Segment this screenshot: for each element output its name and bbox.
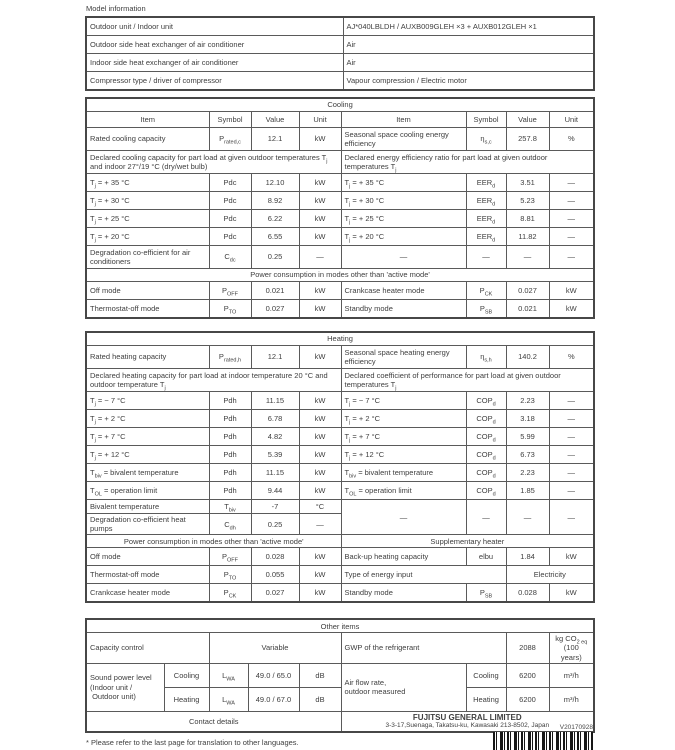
item-cell: Back-up heating capacity <box>341 548 466 566</box>
value-cell: 5.39 <box>251 446 299 464</box>
power-consumption-header: Power consumption in modes other than 'active mode' <box>86 269 594 282</box>
value-cell: Air <box>343 54 594 72</box>
symbol-cell: $P_{OFF}$ <box>209 282 251 300</box>
unit-cell: kW <box>549 282 594 300</box>
page-content <box>85 4 593 733</box>
symbol-cell: $\eta_{s,h}$ <box>466 346 506 369</box>
item-cell: $T_j$ = + 2 °C <box>86 410 209 428</box>
item-cell: Sound power level (Indoor unit / Outdoor unit) <box>86 663 164 711</box>
value-cell: 12.10 <box>251 174 299 192</box>
section-title: Cooling <box>86 98 594 112</box>
item-cell: Thermostat-off mode <box>86 566 209 584</box>
table-row <box>86 584 594 603</box>
item-cell: Rated cooling capacity <box>86 128 209 151</box>
value-cell: 2.23 <box>506 464 549 482</box>
unit-cell: — <box>549 428 594 446</box>
value-cell: Vapour compression / Electric motor <box>343 72 594 91</box>
value-cell: 1.84 <box>506 548 549 566</box>
unit-cell: dB <box>299 663 341 687</box>
unit-cell: kW <box>299 584 341 603</box>
table-row <box>86 300 594 319</box>
other-items-table <box>85 618 595 733</box>
table-row <box>86 174 594 192</box>
unit-cell: m³/h <box>549 663 594 687</box>
mode-cell: Cooling <box>164 663 209 687</box>
unit-cell: kW <box>299 192 341 210</box>
unit-cell: — <box>549 210 594 228</box>
item-cell: $T_j$ = + 35 °C <box>86 174 209 192</box>
item-cell: Crankcase heater mode <box>86 584 209 603</box>
part-load-header-left: Declared heating capacity for part load at indoor temperature 20 °C and outdoor temperature $T_j$ <box>86 369 341 392</box>
symbol-cell: — <box>466 246 506 269</box>
item-cell: $T_j$ = + 2 °C <box>341 410 466 428</box>
item-cell: Capacity control <box>86 633 209 663</box>
value-cell: 6.55 <box>251 228 299 246</box>
value-cell: 11.15 <box>251 464 299 482</box>
section-title: Other items <box>86 619 594 633</box>
symbol-cell: $COP_d$ <box>466 446 506 464</box>
unit-cell: — <box>549 464 594 482</box>
unit-cell: — <box>549 500 594 535</box>
symbol-cell: $C_{dh}$ <box>209 514 251 535</box>
column-header-value: Value <box>506 112 549 128</box>
value-cell: AJ*040LBLDH / AUXB009GLEH ×3 + AUXB012GLEH ×1 <box>343 17 594 36</box>
value-cell: 0.027 <box>251 584 299 603</box>
row-label-cell: Compressor type / driver of compressor <box>86 72 343 91</box>
value-cell: 5.23 <box>506 192 549 210</box>
table-row <box>86 566 594 584</box>
table-row <box>86 428 594 446</box>
value-cell: 12.1 <box>251 128 299 151</box>
item-cell: $T_j$ = + 20 °C <box>86 228 209 246</box>
symbol-cell: $EER_d$ <box>466 192 506 210</box>
row-label-cell: Outdoor side heat exchanger of air conditioner <box>86 36 343 54</box>
table-row <box>86 392 594 410</box>
value-cell: 11.82 <box>506 228 549 246</box>
symbol-cell: Pdc <box>209 210 251 228</box>
table-row <box>86 410 594 428</box>
unit-cell: kW <box>299 174 341 192</box>
value-cell: 49.0 / 65.0 <box>248 663 299 687</box>
table-row <box>86 711 594 732</box>
company-name: FUJITSU GENERAL LIMITED <box>412 712 522 722</box>
value-cell: 0.055 <box>251 566 299 584</box>
unit-cell: kW <box>299 548 341 566</box>
value-cell: 6200 <box>506 663 549 687</box>
unit-cell: kW <box>299 464 341 482</box>
table-row <box>86 464 594 482</box>
item-cell: $T_j$ = + 25 °C <box>86 210 209 228</box>
unit-cell: kW <box>549 300 594 319</box>
symbol-cell: $P_{SB}$ <box>466 584 506 603</box>
unit-cell: % <box>549 128 594 151</box>
model-information-label: Model information <box>86 4 146 13</box>
item-cell: $T_j$ = − 7 °C <box>86 392 209 410</box>
table-row <box>86 548 594 566</box>
item-cell: $T_j$ = + 12 °C <box>86 446 209 464</box>
symbol-cell: Pdh <box>209 482 251 500</box>
symbol-cell: $L_{WA}$ <box>209 687 248 711</box>
model-information-table <box>85 16 595 91</box>
item-cell: Degradation co-efficient heat pumps <box>86 514 209 535</box>
column-header-item: Item <box>86 112 209 128</box>
unit-cell: kW <box>299 228 341 246</box>
symbol-cell: $EER_d$ <box>466 210 506 228</box>
unit-cell: — <box>549 192 594 210</box>
company-address: 3-3-17,Suenaga, Takatsu-ku, Kawasaki 213-8502, Japan <box>385 722 550 730</box>
symbol-cell: Pdh <box>209 410 251 428</box>
unit-cell: — <box>549 228 594 246</box>
table-row <box>86 98 594 112</box>
value-cell: 3.51 <box>506 174 549 192</box>
supplementary-heater-header: Supplementary heater <box>341 535 594 548</box>
unit-cell: kW <box>299 566 341 584</box>
table-row <box>86 282 594 300</box>
contact-details-label: Contact details <box>86 711 341 732</box>
power-consumption-header: Power consumption in modes other than 'active mode' <box>86 535 341 548</box>
unit-cell: — <box>299 514 341 535</box>
value-cell: 0.027 <box>251 300 299 319</box>
table-row <box>86 500 594 514</box>
value-cell: 0.021 <box>506 300 549 319</box>
item-cell: $T_j$ = − 7 °C <box>341 392 466 410</box>
value-cell: 1.85 <box>506 482 549 500</box>
heating-table <box>85 331 595 603</box>
unit-cell: m³/h <box>549 687 594 711</box>
value-cell: 6200 <box>506 687 549 711</box>
part-load-header-right: Declared energy efficiency ratio for part load at given outdoor temperatures $T_j$ <box>341 151 594 174</box>
value-cell: 3.18 <box>506 410 549 428</box>
column-header-symbol: Symbol <box>466 112 506 128</box>
symbol-cell: Pdc <box>209 174 251 192</box>
item-cell: Type of energy input <box>341 566 506 584</box>
mode-cell: Heating <box>466 687 506 711</box>
table-row <box>86 332 594 346</box>
table-row <box>86 346 594 369</box>
unit-cell: kW <box>299 392 341 410</box>
unit-cell: °C <box>299 500 341 514</box>
item-cell: — <box>341 500 466 535</box>
value-cell: -7 <box>251 500 299 514</box>
symbol-cell: $\eta_{s,c}$ <box>466 128 506 151</box>
value-cell: 0.028 <box>506 584 549 603</box>
mode-cell: Cooling <box>466 663 506 687</box>
item-cell: Degradation co-efficient for air conditioners <box>86 246 209 269</box>
value-cell: — <box>506 500 549 535</box>
item-cell: Crankcase heater mode <box>341 282 466 300</box>
table-row <box>86 192 594 210</box>
unit-cell: kW <box>299 210 341 228</box>
item-cell: $T_j$ = + 20 °C <box>341 228 466 246</box>
column-header-symbol: Symbol <box>209 112 251 128</box>
item-cell: Off mode <box>86 548 209 566</box>
part-load-header-right: Declared coefficient of performance for part load at given outdoor temperatures $T_j$ <box>341 369 594 392</box>
value-cell: 5.99 <box>506 428 549 446</box>
item-cell: Seasonal space heating energy efficiency <box>341 346 466 369</box>
symbol-cell: Pdc <box>209 192 251 210</box>
unit-cell: dB <box>299 687 341 711</box>
item-cell: Rated heating capacity <box>86 346 209 369</box>
table-row <box>86 128 594 151</box>
item-cell: $T_j$ = + 30 °C <box>341 192 466 210</box>
value-cell: Electricity <box>506 566 594 584</box>
value-cell: 2.23 <box>506 392 549 410</box>
symbol-cell: $COP_d$ <box>466 482 506 500</box>
translation-footnote: * Please refer to the last page for translation to other languages. <box>86 738 299 747</box>
item-cell: $T_j$ = + 25 °C <box>341 210 466 228</box>
column-header-unit: Unit <box>549 112 594 128</box>
table-row <box>86 151 594 174</box>
item-cell: $T_{biv}$ = bivalent temperature <box>341 464 466 482</box>
item-cell: $T_j$ = + 30 °C <box>86 192 209 210</box>
item-cell: $T_j$ = + 12 °C <box>341 446 466 464</box>
unit-cell: kW <box>299 282 341 300</box>
unit-cell: kW <box>299 428 341 446</box>
value-cell: 6.73 <box>506 446 549 464</box>
table-row <box>86 246 594 269</box>
value-cell: Variable <box>209 633 341 663</box>
symbol-cell: $P_{rated,h}$ <box>209 346 251 369</box>
value-cell: 6.22 <box>251 210 299 228</box>
symbol-cell: Pdh <box>209 392 251 410</box>
unit-cell: % <box>549 346 594 369</box>
value-cell: Air <box>343 36 594 54</box>
value-cell: 2088 <box>506 633 549 663</box>
value-cell: 0.028 <box>251 548 299 566</box>
symbol-cell: $P_{CK}$ <box>209 584 251 603</box>
document-version: V20170928 <box>559 724 593 731</box>
value-cell: 8.92 <box>251 192 299 210</box>
table-row <box>86 72 594 91</box>
symbol-cell: — <box>466 500 506 535</box>
table-row <box>86 663 594 687</box>
symbol-cell: $P_{CK}$ <box>466 282 506 300</box>
item-cell: $T_{OL}$ = operation limit <box>86 482 209 500</box>
value-cell: 4.82 <box>251 428 299 446</box>
table-row <box>86 446 594 464</box>
unit-cell: kW <box>299 446 341 464</box>
table-row <box>86 269 594 282</box>
value-cell: 6.78 <box>251 410 299 428</box>
column-header-value: Value <box>251 112 299 128</box>
item-cell: $T_j$ = + 7 °C <box>341 428 466 446</box>
symbol-cell: $P_{TO}$ <box>209 566 251 584</box>
symbol-cell: $COP_d$ <box>466 392 506 410</box>
value-cell: 257.8 <box>506 128 549 151</box>
unit-cell: kW <box>549 548 594 566</box>
item-cell: $T_{OL}$ = operation limit <box>341 482 466 500</box>
table-row <box>86 369 594 392</box>
table-row <box>86 633 594 663</box>
item-cell: $T_j$ = + 35 °C <box>341 174 466 192</box>
value-cell: 0.25 <box>251 246 299 269</box>
symbol-cell: Pdc <box>209 228 251 246</box>
value-cell: — <box>506 246 549 269</box>
symbol-cell: Pdh <box>209 464 251 482</box>
value-cell: 8.81 <box>506 210 549 228</box>
table-row <box>86 112 594 128</box>
symbol-cell: elbu <box>466 548 506 566</box>
symbol-cell: Pdh <box>209 428 251 446</box>
unit-cell: kW <box>299 346 341 369</box>
unit-cell: — <box>549 446 594 464</box>
symbol-cell: $L_{WA}$ <box>209 663 248 687</box>
item-cell: $T_{biv}$ = bivalent temperature <box>86 464 209 482</box>
symbol-cell: $C_{dc}$ <box>209 246 251 269</box>
row-label-cell: Outdoor unit / Indoor unit <box>86 17 343 36</box>
symbol-cell: $EER_d$ <box>466 174 506 192</box>
symbol-cell: $COP_d$ <box>466 428 506 446</box>
table-row <box>86 210 594 228</box>
symbol-cell: $COP_d$ <box>466 464 506 482</box>
unit-cell: kg $CO_{2 eq}$ (100 years) <box>549 633 594 663</box>
value-cell: 11.15 <box>251 392 299 410</box>
table-row <box>86 228 594 246</box>
unit-cell: kW <box>299 300 341 319</box>
value-cell: 12.1 <box>251 346 299 369</box>
table-row <box>86 36 594 54</box>
table-row <box>86 54 594 72</box>
table-row <box>86 619 594 633</box>
barcode <box>493 732 593 750</box>
mode-cell: Heating <box>164 687 209 711</box>
unit-cell: — <box>549 246 594 269</box>
value-cell: 9.44 <box>251 482 299 500</box>
item-cell: Seasonal space cooling energy efficiency <box>341 128 466 151</box>
unit-cell: kW <box>299 128 341 151</box>
value-cell: 0.25 <box>251 514 299 535</box>
value-cell: 140.2 <box>506 346 549 369</box>
unit-cell: — <box>549 482 594 500</box>
item-cell: GWP of the refrigerant <box>341 633 506 663</box>
cooling-table <box>85 97 595 319</box>
item-cell: Bivalent temperature <box>86 500 209 514</box>
symbol-cell: Pdh <box>209 446 251 464</box>
symbol-cell: $P_{rated,c}$ <box>209 128 251 151</box>
unit-cell: — <box>299 246 341 269</box>
symbol-cell: $EER_d$ <box>466 228 506 246</box>
symbol-cell: $P_{TO}$ <box>209 300 251 319</box>
value-cell: 0.027 <box>506 282 549 300</box>
column-header-item: Item <box>341 112 466 128</box>
unit-cell: — <box>549 392 594 410</box>
item-cell: — <box>341 246 466 269</box>
column-header-unit: Unit <box>299 112 341 128</box>
contact-details-cell <box>341 711 594 732</box>
unit-cell: kW <box>549 584 594 603</box>
table-row <box>86 482 594 500</box>
item-cell: Standby mode <box>341 300 466 319</box>
value-cell: 0.021 <box>251 282 299 300</box>
item-cell: Off mode <box>86 282 209 300</box>
item-cell: Standby mode <box>341 584 466 603</box>
symbol-cell: $T_{biv}$ <box>209 500 251 514</box>
value-cell: 49.0 / 67.0 <box>248 687 299 711</box>
unit-cell: kW <box>299 410 341 428</box>
unit-cell: kW <box>299 482 341 500</box>
symbol-cell: $P_{SB}$ <box>466 300 506 319</box>
symbol-cell: $P_{OFF}$ <box>209 548 251 566</box>
row-label-cell: Indoor side heat exchanger of air conditioner <box>86 54 343 72</box>
item-cell: Air flow rate, outdoor measured <box>341 663 466 711</box>
part-load-header-left: Declared cooling capacity for part load at given outdoor temperatures $T_j$ and indoor 27°/19 °C (dry/wet bulb) <box>86 151 341 174</box>
item-cell: Thermostat-off mode <box>86 300 209 319</box>
item-cell: $T_j$ = + 7 °C <box>86 428 209 446</box>
table-row <box>86 535 594 548</box>
unit-cell: — <box>549 174 594 192</box>
symbol-cell: $COP_d$ <box>466 410 506 428</box>
section-title: Heating <box>86 332 594 346</box>
unit-cell: — <box>549 410 594 428</box>
table-row <box>86 17 594 36</box>
